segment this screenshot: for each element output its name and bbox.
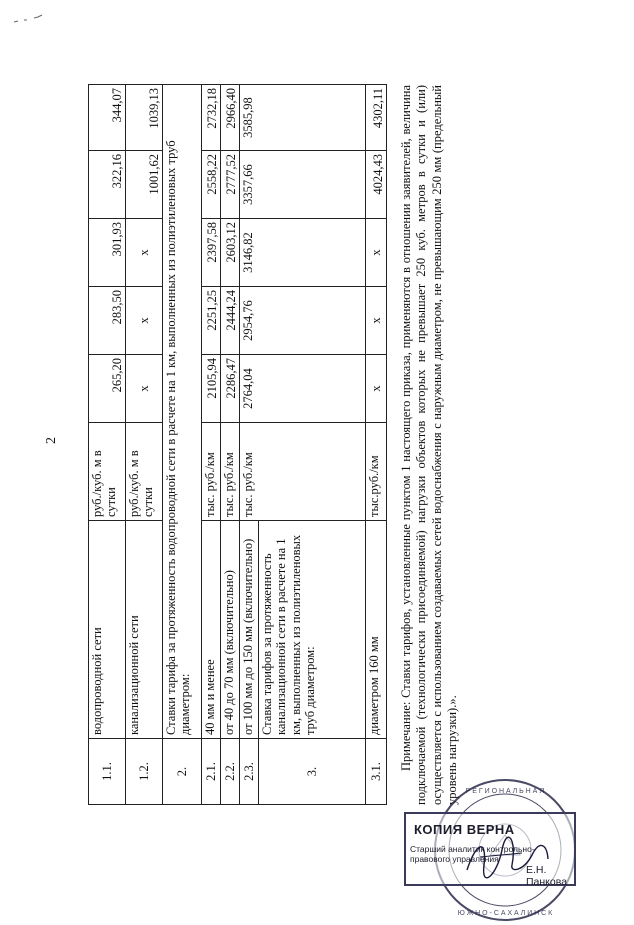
table-row-1-2 xyxy=(126,85,163,805)
row-unit: тыс. руб./км xyxy=(221,423,240,521)
row-unit: тыс. руб./км xyxy=(240,423,366,521)
row-value: 3585,98 xyxy=(240,85,366,151)
rotated-content xyxy=(88,65,628,805)
row-name: от 40 до 70 мм (включительно) xyxy=(221,521,240,739)
row-number: 1.1. xyxy=(89,739,126,805)
row-value: 2732,18 xyxy=(202,85,221,151)
section-title: Ставки тарифа за протяженность водопроводной сети в расчете на 1 км, выполненных из полиэтиленовых труб диаметром: xyxy=(163,85,202,739)
table-row-2-3 xyxy=(240,85,259,805)
row-value: 2105,94 xyxy=(202,355,221,423)
table-section-2 xyxy=(163,85,202,805)
row-value: 2603,12 xyxy=(221,219,240,287)
row-value: х xyxy=(366,355,387,423)
row-value: 2558,22 xyxy=(202,151,221,219)
table-row-2-2 xyxy=(221,85,240,805)
row-value: 265,20 xyxy=(89,355,126,423)
row-number: 1.2. xyxy=(126,739,163,805)
row-value: х xyxy=(126,355,163,423)
row-value: 4024,43 xyxy=(366,151,387,219)
row-name: от 100 мм до 150 мм (включительно) xyxy=(240,521,259,739)
row-value: 1001,62 xyxy=(126,151,163,219)
tariff-table xyxy=(88,84,387,805)
row-value: 322,16 xyxy=(89,151,126,219)
row-value: 2444,24 xyxy=(221,287,240,355)
row-value: х xyxy=(366,219,387,287)
svg-text:Ю Ж Н О - С А Х А Л И Н С К: Ю Ж Н О - С А Х А Л И Н С К xyxy=(457,910,553,917)
row-value: 344,07 xyxy=(89,85,126,151)
row-value: 2397,58 xyxy=(202,219,221,287)
row-value: 2764,04 xyxy=(240,355,366,423)
svg-text:Р Е Г И О Н А Л Ь Н А Я: Р Е Г И О Н А Л Ь Н А Я xyxy=(465,788,545,795)
row-value: 2286,47 xyxy=(221,355,240,423)
section-number: 2. xyxy=(163,739,202,805)
scan-artifact-mark xyxy=(12,12,52,26)
row-unit: руб./куб. м в сутки xyxy=(89,423,126,521)
row-value: 2954,76 xyxy=(240,287,366,355)
row-value: 301,93 xyxy=(89,219,126,287)
row-number: 3.1. xyxy=(366,739,387,805)
row-unit: тыс. руб./км xyxy=(202,423,221,521)
row-unit: тыс.руб./км xyxy=(366,423,387,521)
copy-certified-stamp xyxy=(404,812,576,886)
section-number: 3. xyxy=(259,739,366,805)
row-value: 2251,25 xyxy=(202,287,221,355)
note-paragraph: Примечание: Ставки тарифов, установленные пунктом 1 настоящего приказа, применяются в отношении заявителей, величина подключаемой (технологически присоединяемой) нагрузки объектов которых не превышает 250 куб. метров в сутки и (или) осуществляется с использованием создаваемых сетей водоснабжения с наружным диаметром, не превышающим 250 мм (предельный уровень нагрузки).». xyxy=(399,85,459,805)
row-name: канализационной сети xyxy=(126,521,163,739)
row-value: 283,50 xyxy=(89,287,126,355)
row-number: 2.3. xyxy=(240,739,259,805)
row-value: х xyxy=(126,219,163,287)
row-value: 2777,52 xyxy=(221,151,240,219)
page-number: 2 xyxy=(44,437,59,444)
row-name: 40 мм и менее xyxy=(202,521,221,739)
table-row-3-1 xyxy=(366,85,387,805)
row-value: х xyxy=(366,287,387,355)
section-title: Ставка тарифов за протяженность канализационной сети в расчете на 1 км, выполненных из полиэтиленовых труб диаметром: xyxy=(259,521,366,739)
row-name: диаметром 160 мм xyxy=(366,521,387,739)
row-unit: руб./куб. м в сутки xyxy=(126,423,163,521)
row-name: водопроводной сети xyxy=(89,521,126,739)
stamp-signer: Е.Н. Панкова xyxy=(526,864,568,888)
table-row-1-1 xyxy=(89,85,126,805)
table-row-2-1 xyxy=(202,85,221,805)
row-number: 2.2. xyxy=(221,739,240,805)
row-value: х xyxy=(126,287,163,355)
stamp-role: Старший аналитик контрольно-правового управления xyxy=(410,844,535,864)
stamp-title: КОПИЯ ВЕРНА xyxy=(414,822,515,837)
row-value: 3357,66 xyxy=(240,151,366,219)
row-value: 2966,40 xyxy=(221,85,240,151)
row-value: 4302,11 xyxy=(366,85,387,151)
row-value: 3146,82 xyxy=(240,219,366,287)
row-value: 1039,13 xyxy=(126,85,163,151)
row-number: 2.1. xyxy=(202,739,221,805)
